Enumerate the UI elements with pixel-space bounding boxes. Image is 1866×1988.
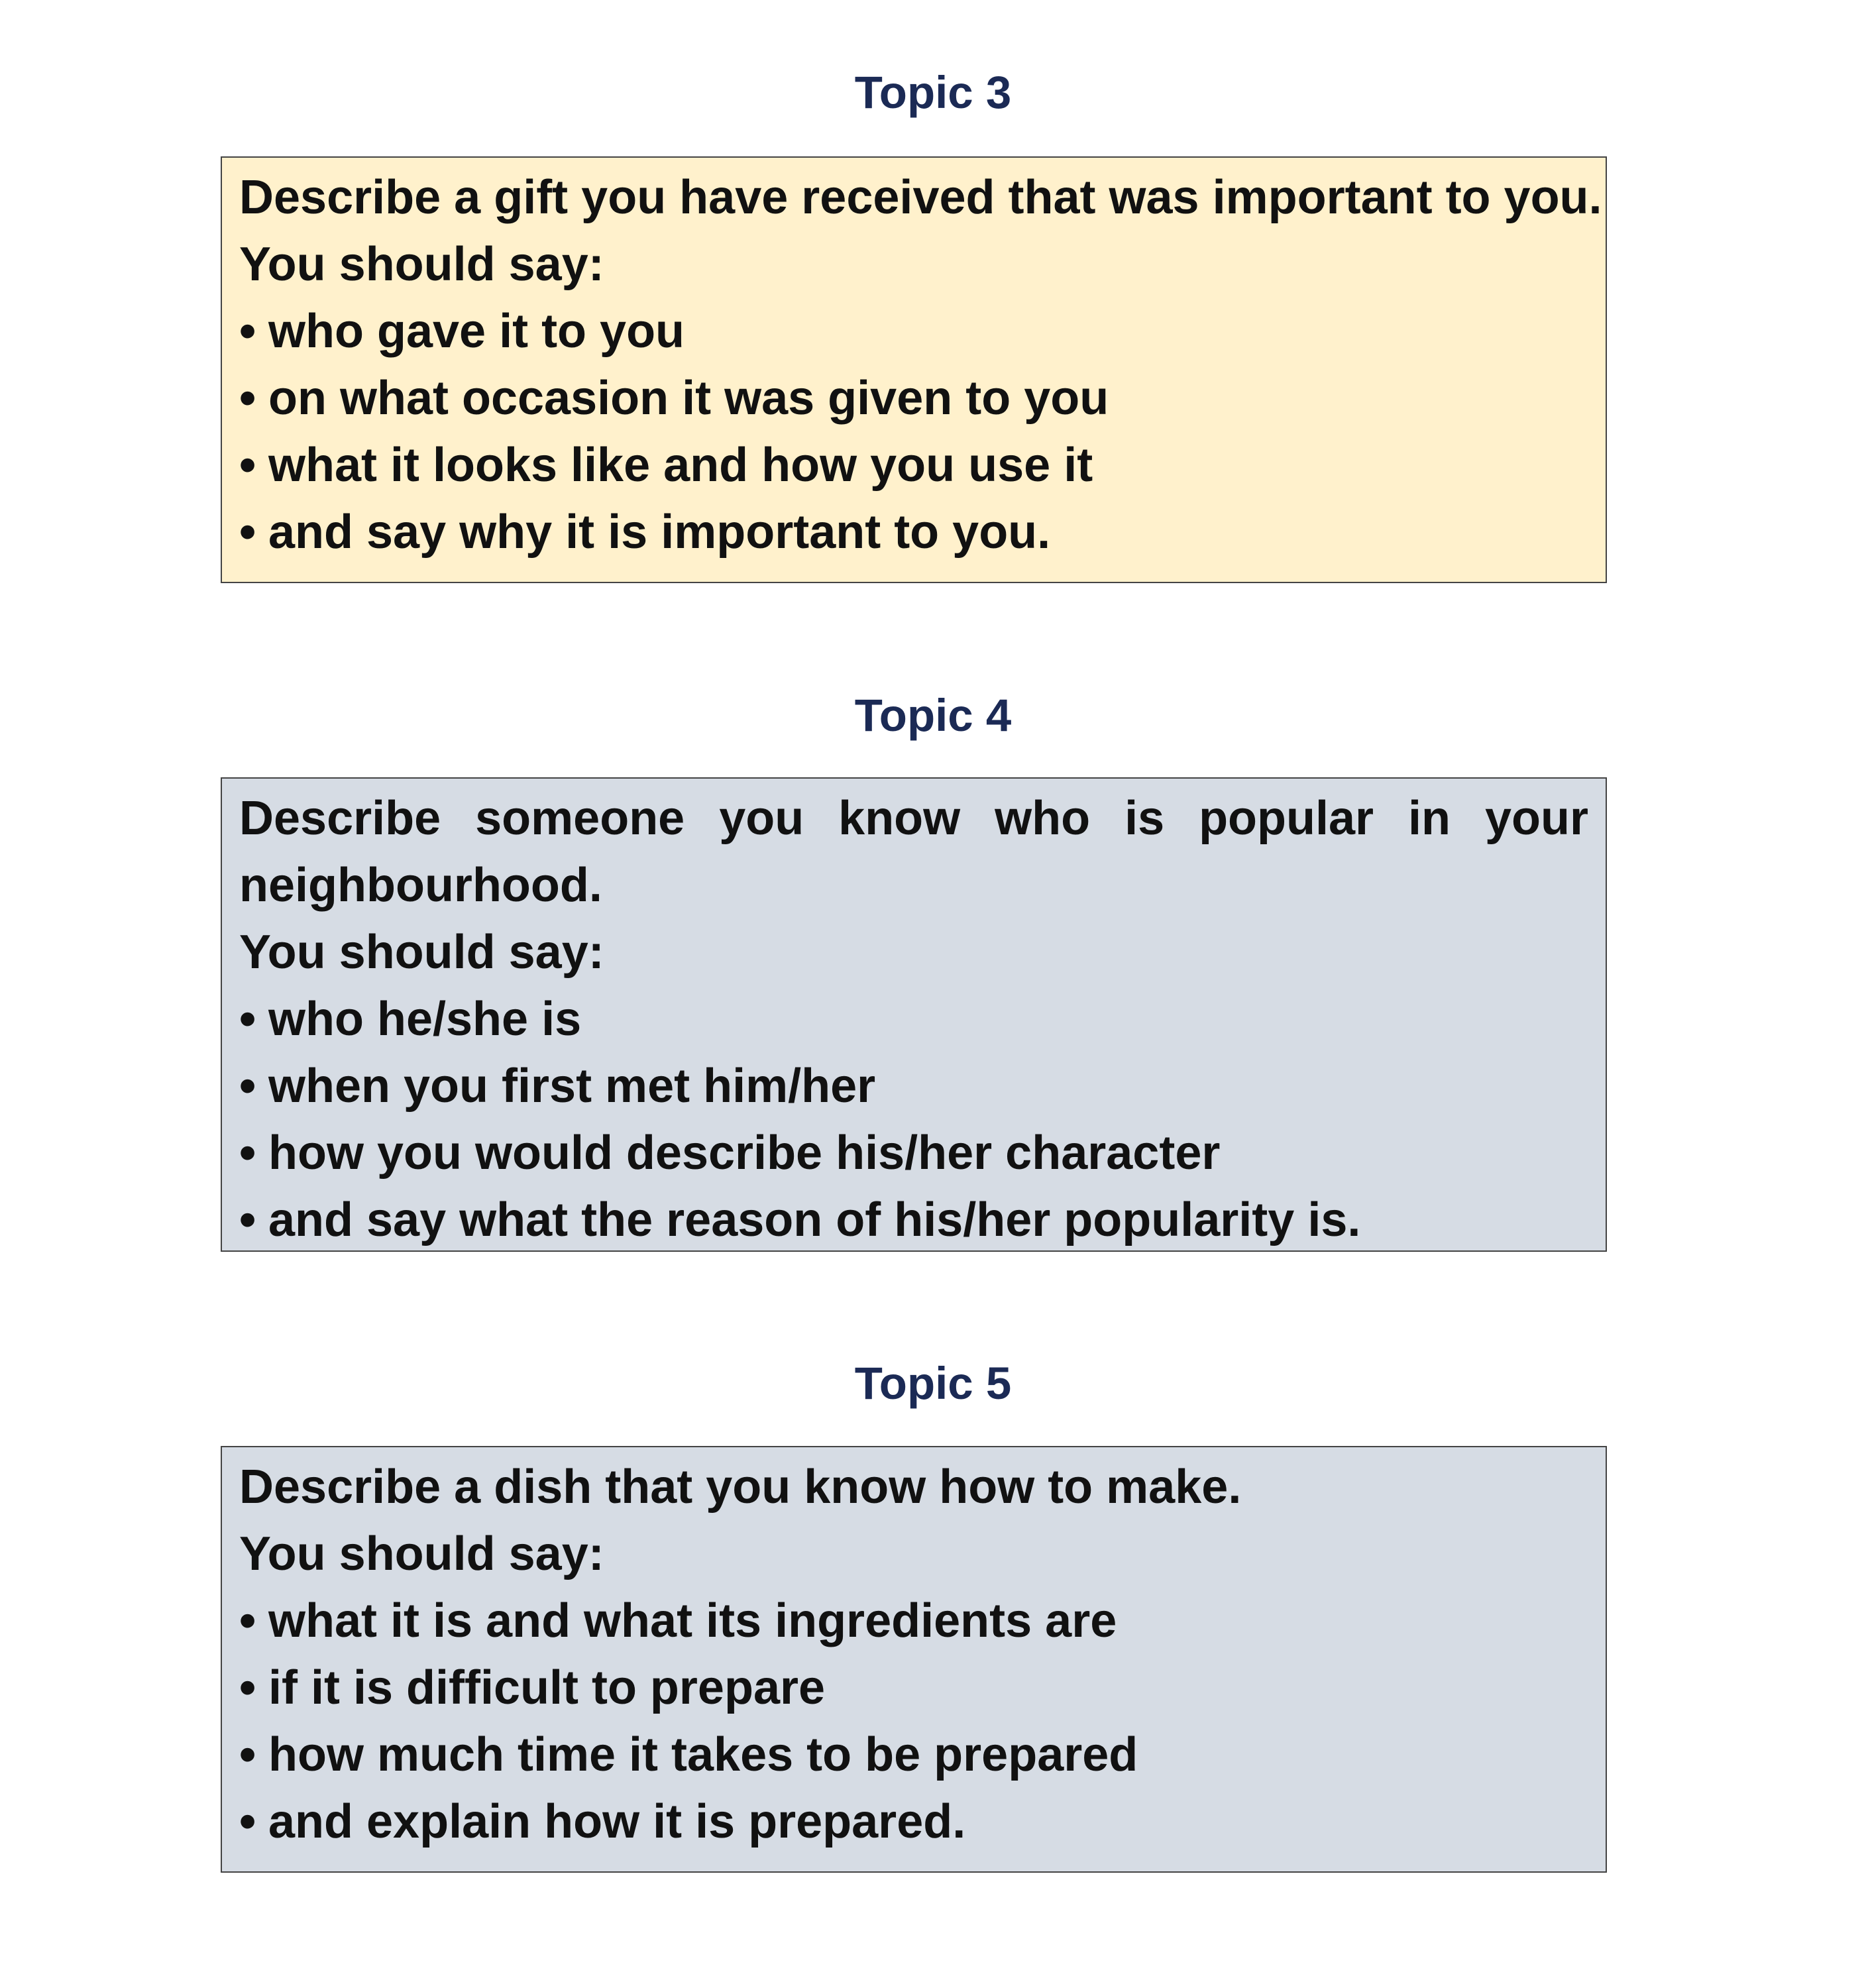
bullet-icon: • — [239, 305, 256, 358]
topic-3-should-say: You should say: — [239, 238, 604, 291]
topic-3-bullet-3: • what it looks like and how you use it — [239, 432, 1588, 499]
topic-4-bullet-4: • and say what the reason of his/her popularity is. — [239, 1187, 1588, 1254]
topic-5-bullet-1: • what it is and what its ingredients are — [239, 1588, 1588, 1655]
topic-3-prompt: Describe a gift you have received that was important to you. — [239, 171, 1602, 224]
topic-4-prompt-line-1: Describe someone you know who is popular in your — [239, 792, 1588, 845]
bullet-icon: • — [239, 1728, 256, 1781]
topic-5-title: Topic 5 — [854, 1358, 1012, 1409]
topic-4-bullet-1: • who he/she is — [239, 986, 1588, 1053]
topic-3-bullet-4: • and say why it is important to you. — [239, 499, 1588, 566]
topic-4-title: Topic 4 — [854, 690, 1012, 741]
topic-4-should-say: You should say: — [239, 926, 604, 979]
bullet-icon: • — [239, 1661, 256, 1714]
topic-5-bullet-3: • how much time it takes to be prepared — [239, 1722, 1588, 1789]
topic-3-card — [221, 156, 1607, 583]
topic-3-bullet-2: • on what occasion it was given to you — [239, 365, 1588, 432]
topic-3-title: Topic 3 — [854, 67, 1012, 118]
bullet-icon: • — [239, 439, 256, 492]
topic-4-prompt-line-2: neighbourhood. — [239, 859, 602, 912]
topic-4-card — [221, 777, 1607, 1252]
bullet-icon: • — [239, 1193, 256, 1246]
bullet-icon: • — [239, 506, 256, 559]
topic-5-card — [221, 1446, 1607, 1873]
topic-5-should-say: You should say: — [239, 1527, 604, 1580]
bullet-icon: • — [239, 1127, 256, 1180]
topic-5-bullet-2: • if it is difficult to prepare — [239, 1655, 1588, 1722]
topic-5-prompt: Describe a dish that you know how to make. — [239, 1461, 1242, 1514]
bullet-icon: • — [239, 1795, 256, 1848]
bullet-icon: • — [239, 1594, 256, 1647]
topic-4-bullet-3: • how you would describe his/her character — [239, 1120, 1588, 1187]
bullet-icon: • — [239, 1060, 256, 1113]
topic-3-bullet-1: • who gave it to you — [239, 298, 1588, 365]
bullet-icon: • — [239, 372, 256, 425]
bullet-icon: • — [239, 993, 256, 1046]
topic-5-bullet-4: • and explain how it is prepared. — [239, 1789, 1588, 1855]
topic-4-bullet-2: • when you first met him/her — [239, 1053, 1588, 1120]
